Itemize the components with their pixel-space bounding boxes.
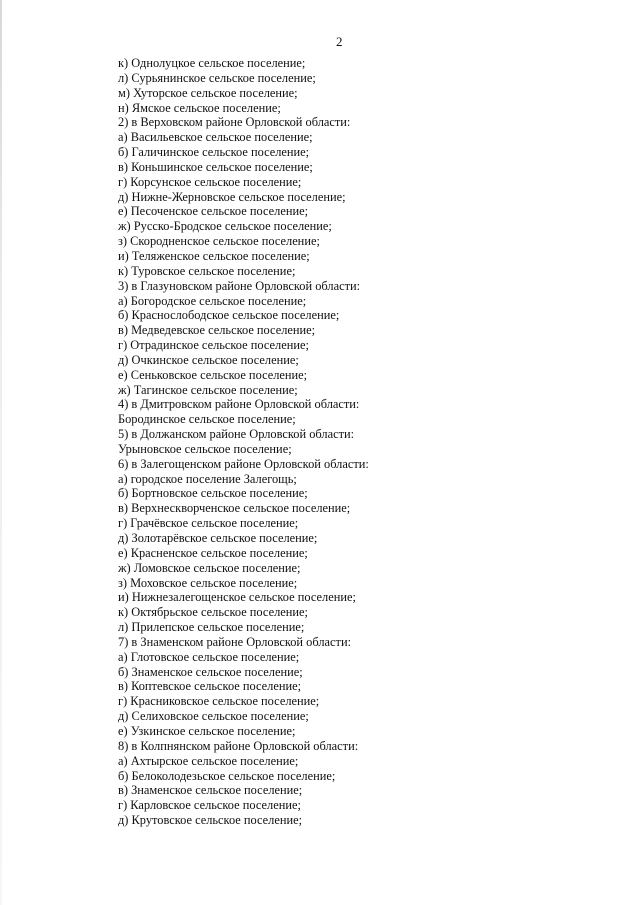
document-line: 3) в Глазуновском районе Орловской области: (118, 278, 361, 293)
page-number: 2 (336, 34, 343, 49)
document-line: б) Краснослободское сельское поселение; (118, 308, 340, 323)
document-line: г) Грачёвское сельское поселение; (118, 516, 299, 531)
document-line: е) Песоченское сельское поселение; (118, 204, 309, 219)
document-line: а) Ахтырское сельское поселение; (118, 753, 299, 768)
document-line: ж) Ломовское сельское поселение; (118, 560, 301, 575)
document-line: а) городское поселение Залегощь; (118, 471, 297, 486)
document-line: 8) в Колпнянском районе Орловской области: (118, 738, 359, 753)
document-line: 4) в Дмитровском районе Орловской области: (118, 397, 360, 412)
document-line: в) Знаменское сельское поселение; (118, 783, 303, 798)
document-line: 6) в Залегощенском районе Орловской области: (118, 456, 369, 471)
document-line: в) Медведевское сельское поселение; (118, 323, 316, 338)
document-line: а) Богородское сельское поселение; (118, 293, 307, 308)
document-line: е) Узкинское сельское поселение; (118, 723, 296, 738)
document-line: г) Отрадинское сельское поселение; (118, 338, 309, 353)
document-line: л) Прилепское сельское поселение; (118, 620, 305, 635)
document-line: з) Скородненское сельское поселение; (118, 234, 320, 249)
document-line: к) Октябрьское сельское поселение; (118, 605, 308, 620)
document-line: ж) Русско-Бродское сельское поселение; (118, 219, 332, 234)
document-line: д) Селиховское сельское поселение; (118, 709, 309, 724)
document-line: ж) Тагинское сельское поселение; (118, 382, 298, 397)
document-line: г) Красниковское сельское поселение; (118, 694, 320, 709)
document-line: м) Хуторское сельское поселение; (118, 85, 298, 100)
document-line: е) Сеньковское сельское поселение; (118, 367, 308, 382)
document-line: д) Нижне-Жерновское сельское поселение; (118, 189, 346, 204)
document-line: з) Моховское сельское поселение; (118, 575, 298, 590)
document-line: в) Верхнескворченское сельское поселение; (118, 501, 351, 516)
document-line: и) Теляженское сельское поселение; (118, 248, 310, 263)
document-line: е) Красненское сельское поселение; (118, 545, 308, 560)
scan-edge (0, 0, 2, 905)
document-line: Урыновское сельское поселение; (118, 441, 292, 456)
document-line: л) Сурьянинское сельское поселение; (118, 70, 316, 85)
document-line: д) Золотарёвское сельское поселение; (118, 531, 318, 545)
document-line: б) Белоколодезьское сельское поселение; (118, 768, 336, 783)
document-line: б) Бортновское сельское поселение; (118, 486, 308, 501)
document-line: д) Крутовское сельское поселение; (118, 813, 303, 828)
document-line: г) Корсунское сельское поселение; (118, 174, 302, 189)
document-line: д) Очкинское сельское поселение; (118, 352, 299, 367)
document-line: к) Туровское сельское поселение; (118, 263, 296, 278)
document-line: и) Нижнезалегощенское сельское поселение; (118, 590, 356, 605)
settlement-list (118, 56, 588, 828)
document-line: н) Ямское сельское поселение; (118, 100, 281, 115)
document-line: в) Коньшинское сельское поселение; (118, 159, 313, 174)
document-line: 5) в Должанском районе Орловской области: (118, 427, 355, 442)
document-line: а) Васильевское сельское поселение; (118, 130, 313, 145)
document-line: б) Галичинское сельское поселение; (118, 145, 310, 160)
document-line: б) Знаменское сельское поселение; (118, 664, 303, 679)
document-line: г) Карловское сельское поселение; (118, 798, 301, 813)
document-line: в) Коптевское сельское поселение; (118, 679, 302, 694)
document-line: 7) в Знаменском районе Орловской области: (118, 634, 352, 649)
document-line: Бородинское сельское поселение; (118, 412, 296, 427)
document-line: а) Глотовское сельское поселение; (118, 649, 300, 664)
document-line: 2) в Верховском районе Орловской области: (118, 115, 351, 130)
document-line: к) Однолуцкое сельское поселение; (118, 56, 306, 70)
